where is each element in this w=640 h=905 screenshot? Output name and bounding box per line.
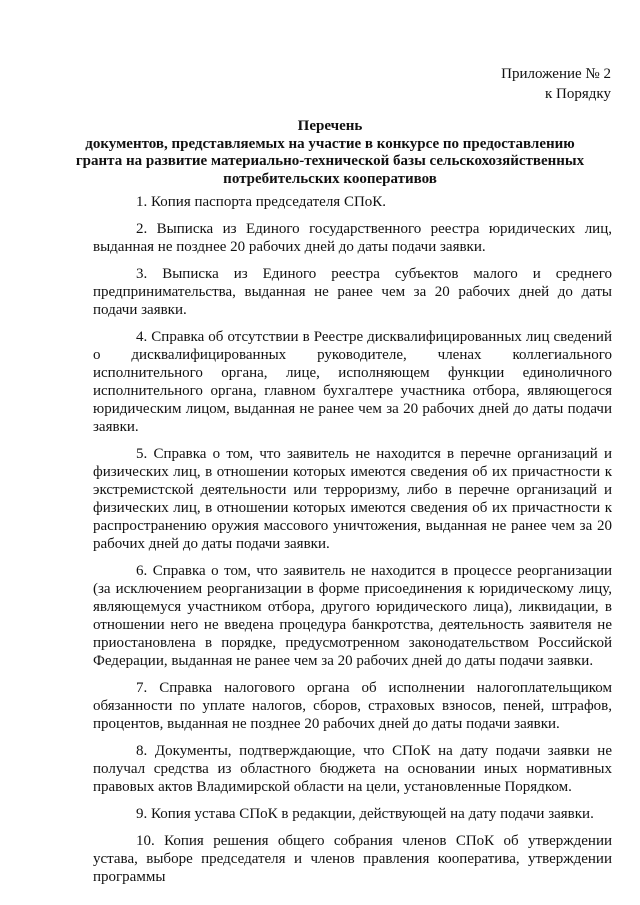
heading-subtitle-line-2: гранта на развитие материально-технической базы сельскохозяйственных <box>75 153 585 169</box>
heading-subtitle-line-3: потребительских кооперативов <box>223 170 437 187</box>
document-heading <box>60 118 600 188</box>
appendix-number: Приложение № 2 <box>501 66 611 82</box>
list-item-7: 7. Справка налогового органа об исполнении налогоплательщиком обязанности по уплате налогов, сборов, страховых взносов, пеней, штрафов, процентов, выданная не позднее 20 рабочих дней до даты подачи заявки. <box>93 680 612 732</box>
heading-title: Перечень <box>297 118 363 134</box>
list-item-2: 2. Выписка из Единого государственного реестра юридических лиц, выданная не позднее 20 рабочих дней до даты подачи заявки. <box>93 221 612 255</box>
appendix-order-reference: к Порядку <box>545 86 611 102</box>
list-item-1: 1. Копия паспорта председателя СПоК. <box>136 194 387 210</box>
list-item-10: 10. Копия решения общего собрания членов СПоК об утверждении устава, выборе председателя и членов правления кооператива, утверждении программы <box>93 833 612 885</box>
list-item-3: 3. Выписка из Единого реестра субъектов малого и среднего предпринимательства, выданная не ранее чем за 20 рабочих дней до даты подачи заявки. <box>93 266 612 318</box>
list-item-5: 5. Справка о том, что заявитель не находится в перечне организаций и физических лиц, в отношении которых имеются сведения об их причастности к экстремистской деятельности или терроризму, либо в перечне организаций и физических лиц, в отношении которых имеются сведения об их причастности к распространению оружия массового уничтожения, выданная не ранее чем за 20 рабочих дней до даты подачи заявки. <box>93 446 612 552</box>
document-list <box>93 193 612 895</box>
list-item-6: 6. Справка о том, что заявитель не находится в процессе реорганизации (за исключением реорганизации в форме присоединения к юридическому лицу, являющемуся участником отбора, другого юридического лица), ликвидации, в отношении него не введена процедура банкротства, деятельность заявителя не приостановлена в порядке, предусмотренном законодательством Российской Федерации, выданная не ранее чем за 20 рабочих дней до даты подачи заявки. <box>93 563 612 669</box>
list-item-4: 4. Справка об отсутствии в Реестре дисквалифицированных лиц сведений о дисквалифицированных руководителе, членах коллегиального исполнительного органа, лице, исполняющем функции единоличного исполнительного органа, главном бухгалтере участника отбора, являющегося юридическим лицом, выданная не ранее чем за 20 рабочих дней до даты подачи заявки. <box>93 329 612 435</box>
heading-subtitle-line-1: документов, представляемых на участие в конкурсе по предоставлению <box>85 135 575 152</box>
appendix-reference <box>501 64 611 104</box>
list-item-9: 9. Копия устава СПоК в редакции, действующей на дату подачи заявки. <box>136 806 594 822</box>
list-item-8: 8. Документы, подтверждающие, что СПоК на дату подачи заявки не получал средства из областного бюджета на основании иных нормативных правовых актов Владимирской области на цели, установленные Порядком. <box>93 743 612 795</box>
